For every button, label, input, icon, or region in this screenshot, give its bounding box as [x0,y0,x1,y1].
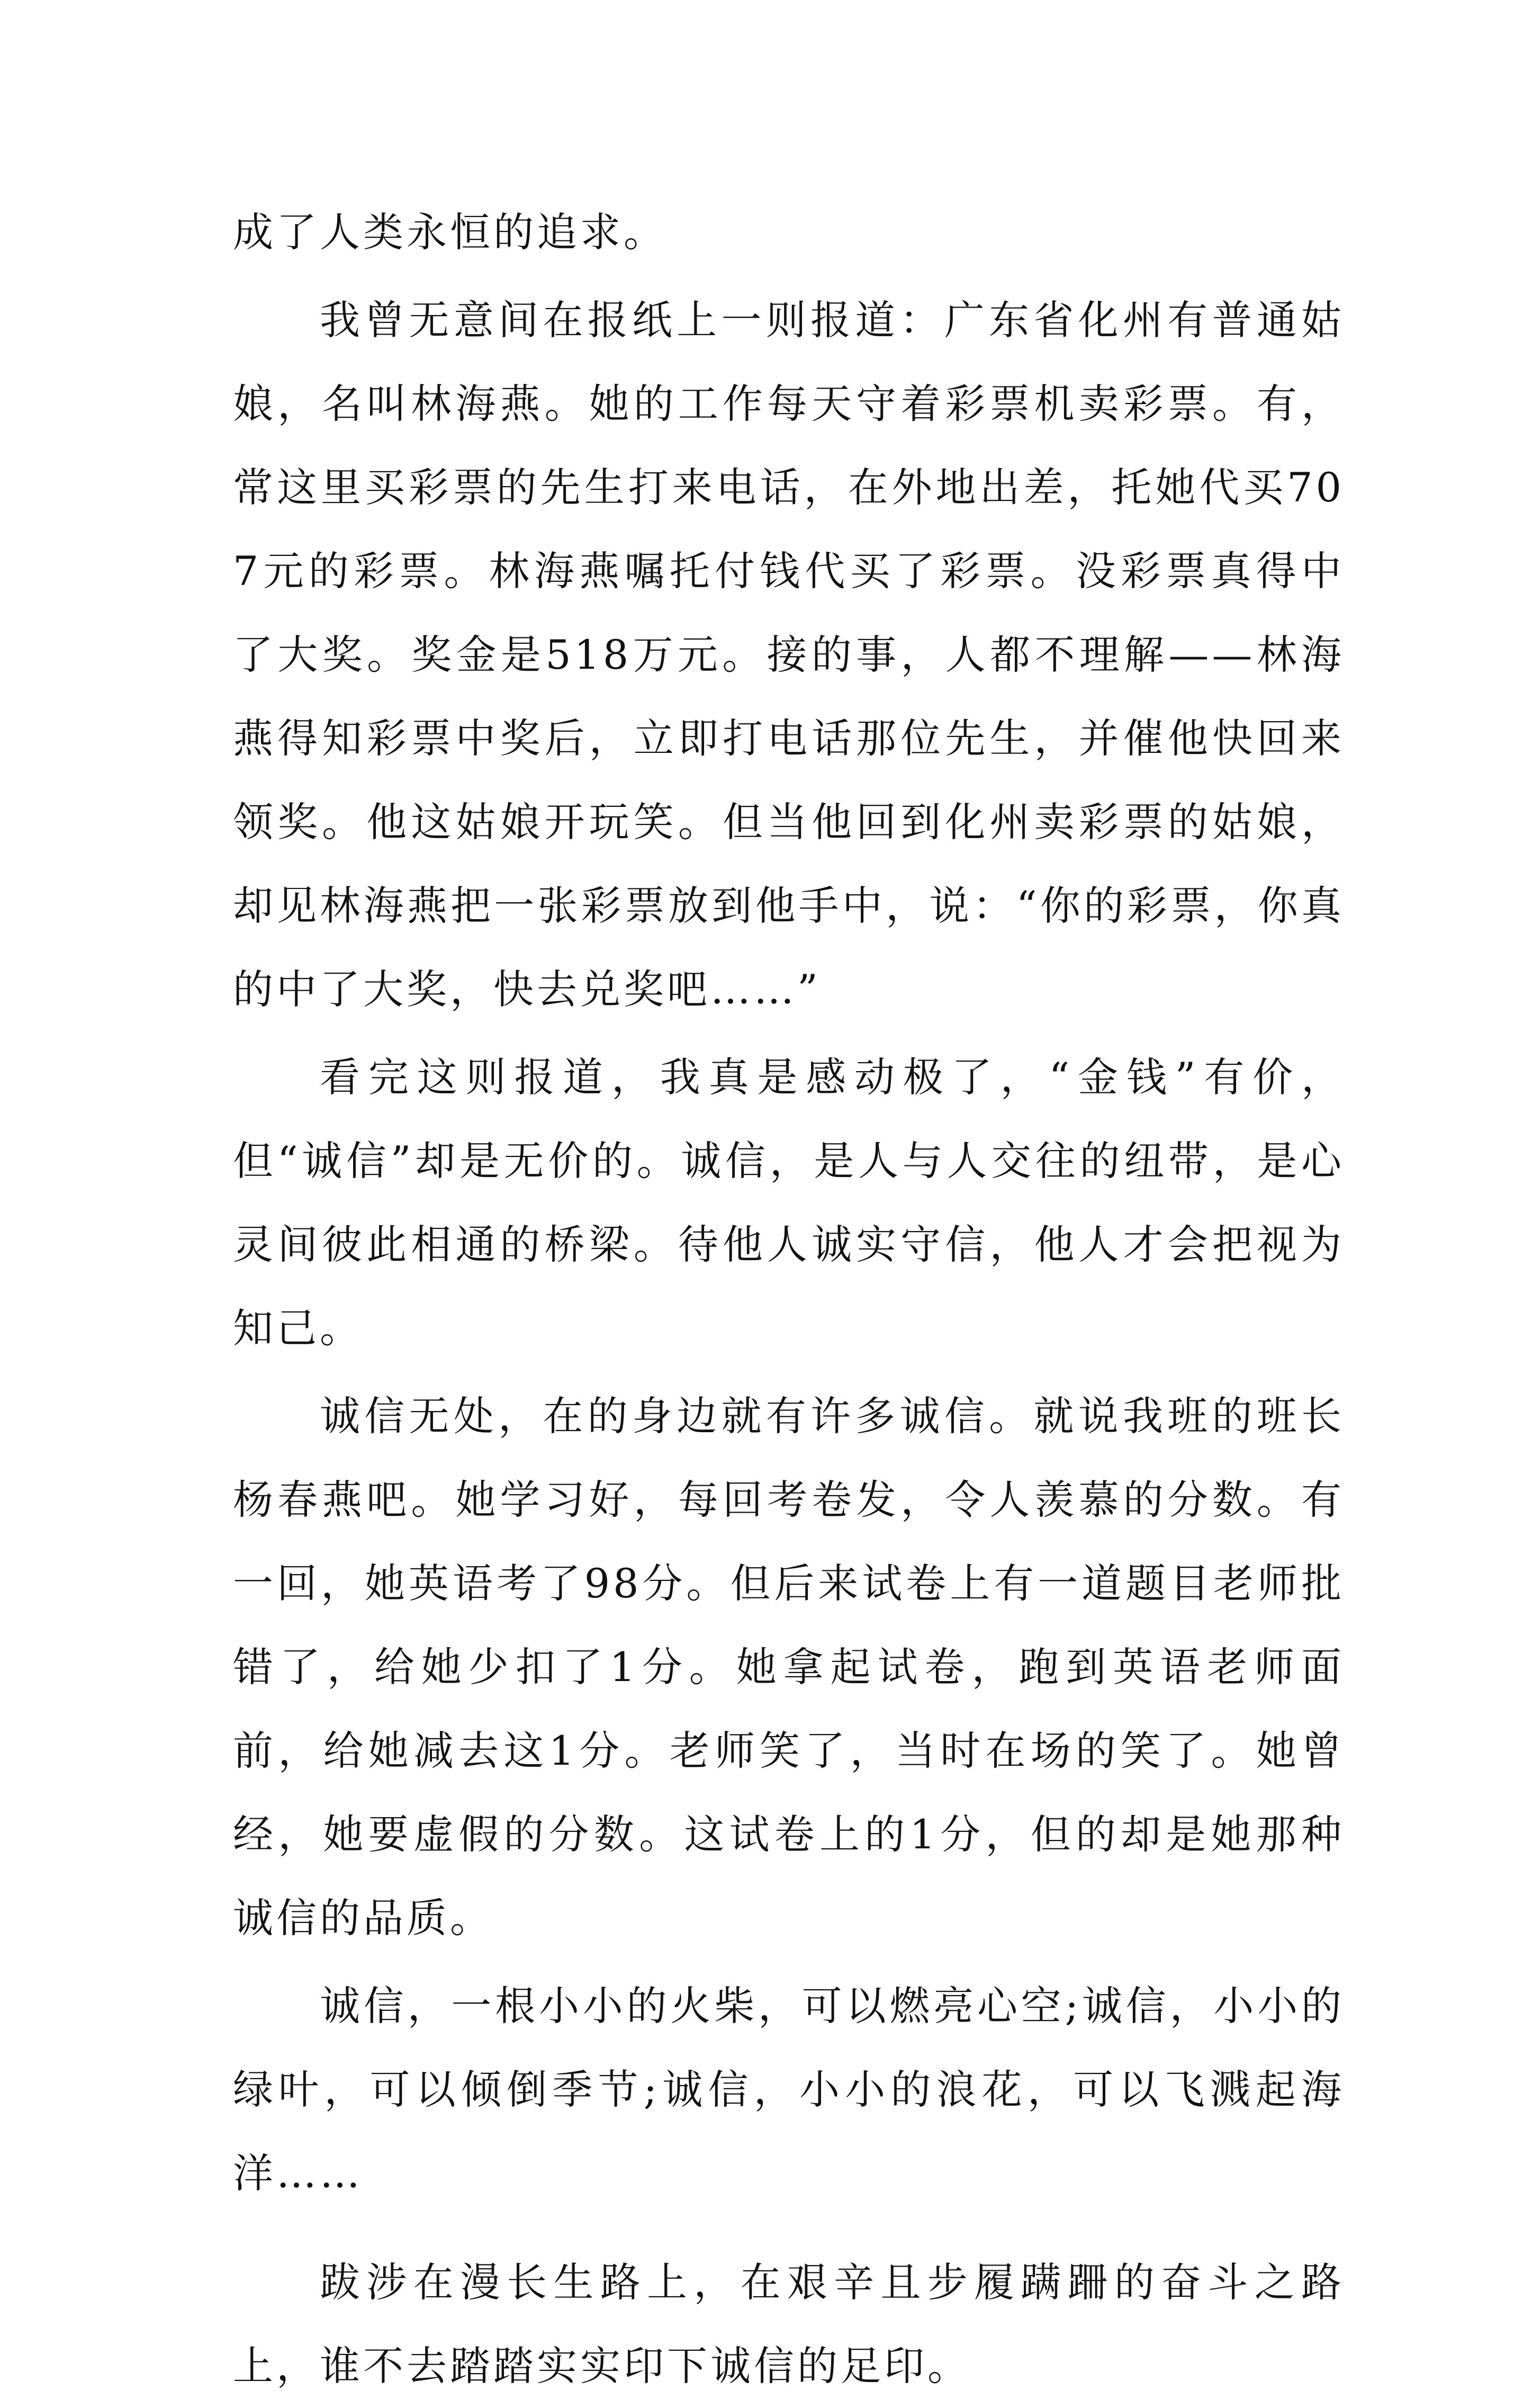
paragraph-reflection: 看完这则报道，我真是感动极了，“金钱”有价，但“诚信”却是无价的。诚信，是人与人交往的纽带，是心灵间彼此相通的桥梁。待他人诚实守信，他人才会把视为知己。 [233,1054,1345,1352]
paragraph-conclusion: 跋涉在漫长生路上，在艰辛且步履蹒跚的奋斗之路上，谁不去踏踏实实印下诚信的足印。 [233,2259,1345,2389]
paragraph-classmate-story: 诚信无处，在的身边就有许多诚信。就说我班的班长杨春燕吧。她学习好，每回考卷发，令人羡慕的分数。有一回，她英语考了98分。但后来试卷上有一道题目老师批错了，给她少扣了1分。她拿起试卷，跑到英语老师面前，给她减去这1分。老师笑了，当时在场的笑了。她曾经，她要虚假的分数。这试卷上的1分，但的却是她那种诚信的品质。 [233,1392,1345,1942]
paragraph-metaphor: 诚信，一根小小的火柴，可以燃亮心空;诚信，小小的绿叶，可以倾倒季节;诚信，小小的浪花，可以飞溅起海洋…… [233,1982,1345,2197]
paragraph-lottery-story: 我曾无意间在报纸上一则报道：广东省化州有普通姑娘，名叫林海燕。她的工作每天守着彩票机卖彩票。有，常这里买彩票的先生打来电话，在外地出差，托她代买707元的彩票。林海燕嘱托付钱代买了彩票。没彩票真得中了大奖。奖金是518万元。接的事，人都不理解——林海燕得知彩票中奖后，立即打电话那位先生，并催他快回来领奖。他这姑娘开玩笑。但当他回到化州卖彩票的姑娘，却见林海燕把一张彩票放到他手中，说：“你的彩票，你真的中了大奖，快去兑奖吧……” [233,296,1345,1013]
paragraph-continuation: 成了人类永恒的追求。 [233,209,667,256]
document-body [233,191,1345,2408]
